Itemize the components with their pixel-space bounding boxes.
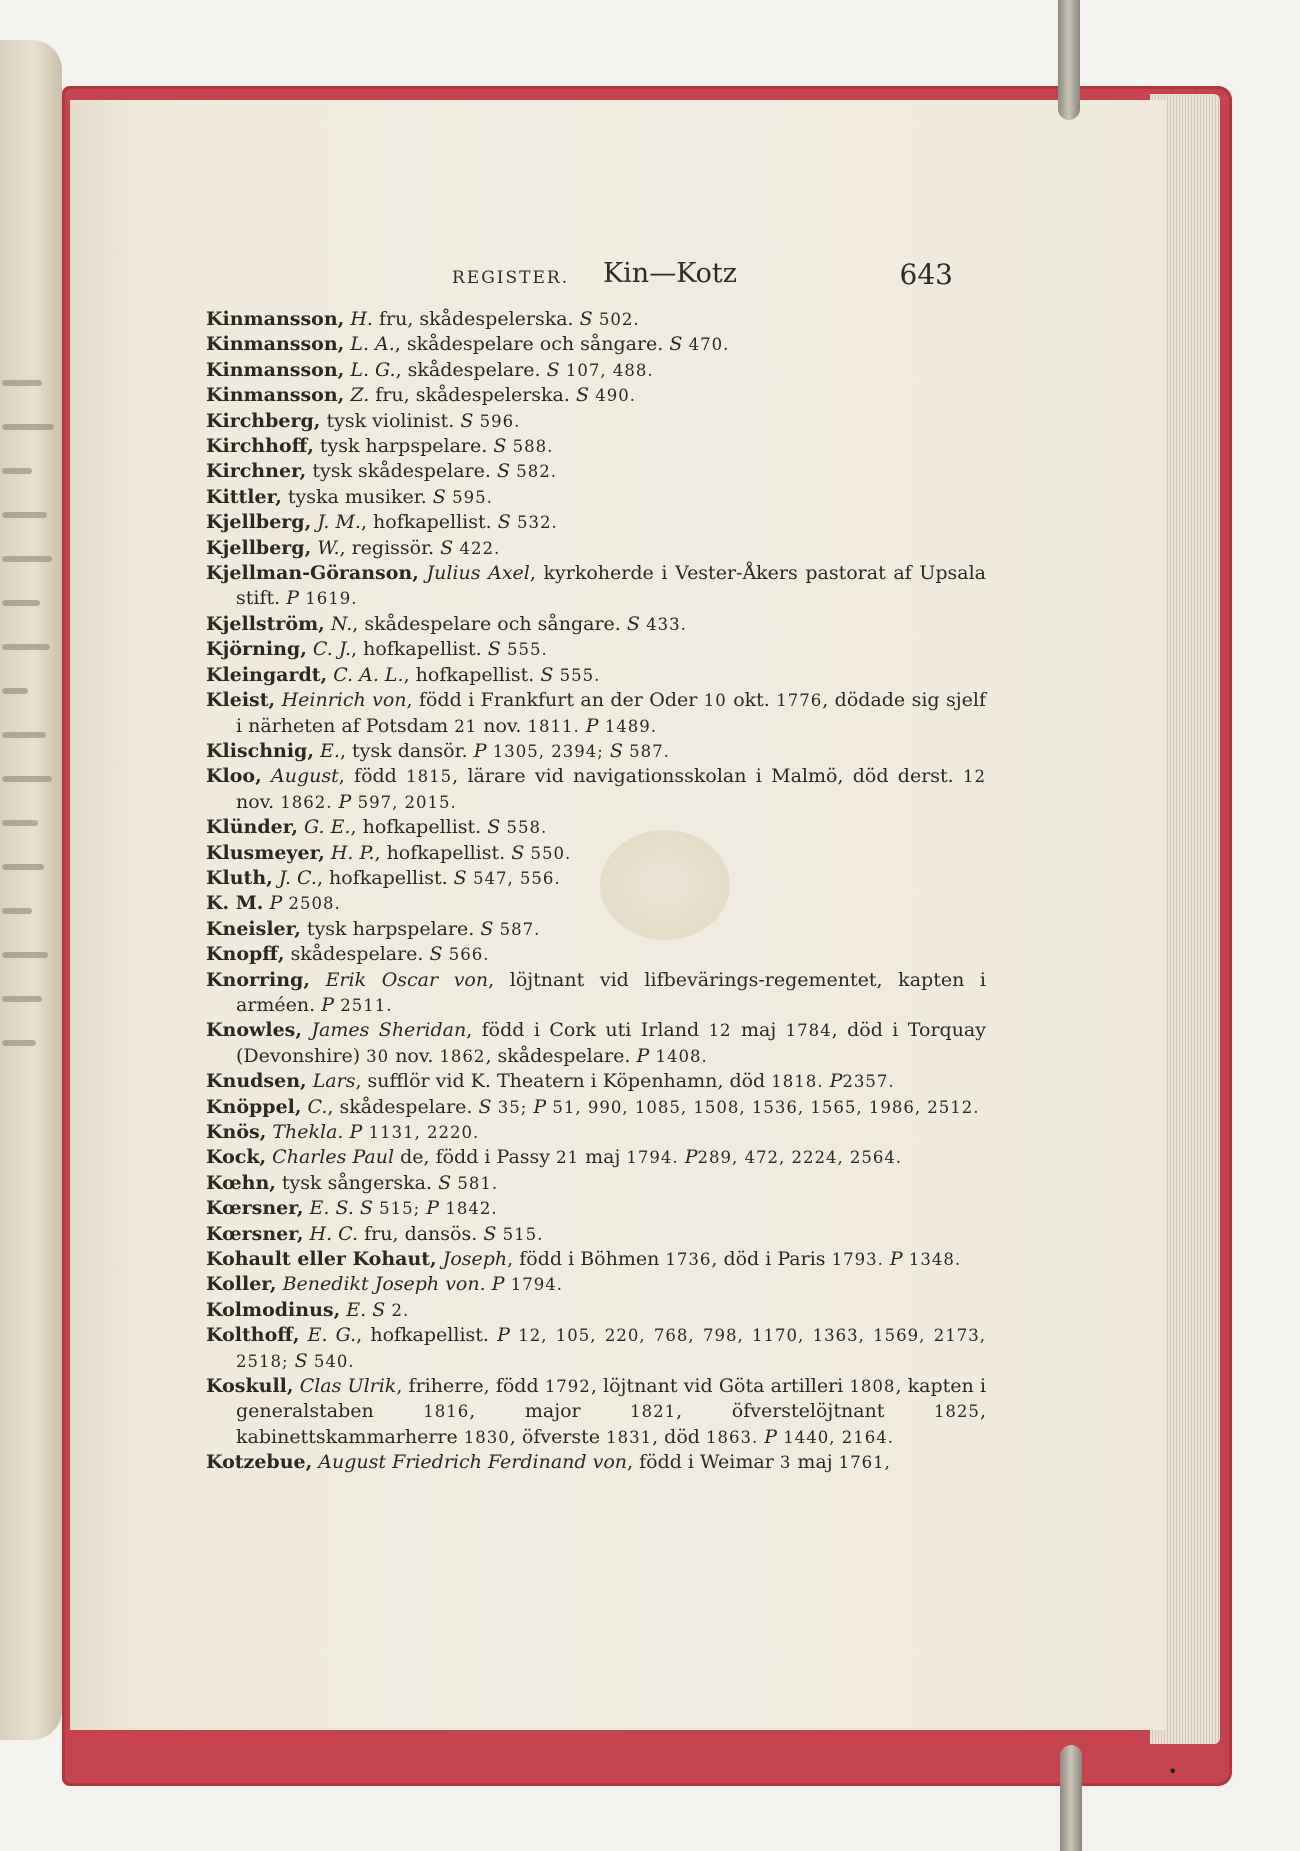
entry-italic: James Sheridan bbox=[311, 1019, 467, 1042]
entry-number: 422. bbox=[453, 538, 501, 558]
entry-text: okt. bbox=[726, 689, 777, 712]
register-entry bbox=[206, 1018, 986, 1069]
entry-number: 289, 472, 2224, 2564. bbox=[697, 1148, 903, 1168]
facing-page-text-fragments bbox=[2, 380, 60, 1500]
entry-number: 502. bbox=[592, 310, 640, 329]
entry-name: Kjörning, bbox=[206, 638, 307, 661]
entry-text: , löjtnant vid Göta artilleri bbox=[590, 1375, 850, 1398]
register-entry bbox=[206, 815, 986, 840]
entry-number: 2508. bbox=[282, 894, 341, 914]
entry-number: 550. bbox=[524, 843, 572, 863]
entry-number: 2511. bbox=[334, 995, 393, 1015]
register-entry bbox=[206, 968, 986, 1019]
entry-text: , löjtnant vid lifbevärings-regementet, kapten i arméen. bbox=[236, 968, 986, 1016]
entry-italic: E. G. bbox=[307, 1324, 357, 1347]
entry-number: 1811. bbox=[527, 716, 580, 736]
register-entry bbox=[206, 764, 986, 815]
entry-text: tyska musiker. bbox=[281, 485, 433, 508]
entry-number: 35; bbox=[491, 1097, 528, 1117]
entry-number: 1808 bbox=[849, 1377, 896, 1397]
entry-text: , hofkapellist. bbox=[403, 663, 541, 686]
entry-number: 515. bbox=[496, 1224, 544, 1244]
entry-name: Kittler, bbox=[206, 485, 282, 508]
entry-name: Knös, bbox=[206, 1121, 267, 1143]
entry-number: 3 bbox=[779, 1453, 792, 1473]
entry-number: 587. bbox=[622, 741, 670, 761]
entry-number: 1815 bbox=[406, 767, 453, 787]
corner-mark: • bbox=[1168, 1762, 1178, 1781]
entry-italic: S bbox=[460, 409, 474, 432]
entry-name: Kœhn, bbox=[206, 1171, 276, 1194]
entry-number: 12, 105, 220, 768, 798, 1170, 1363, 1569, 2173, 2518; bbox=[236, 1326, 986, 1371]
page-number: 643 bbox=[899, 258, 953, 291]
entry-italic: P bbox=[349, 1121, 363, 1143]
register-entry bbox=[206, 841, 986, 866]
entry-text: , född i Böhmen bbox=[507, 1248, 666, 1271]
entry-italic: S bbox=[372, 1298, 386, 1321]
entry-number: 1862. bbox=[280, 792, 333, 812]
entry-italic: Thekla. bbox=[272, 1121, 344, 1143]
entry-text: , född i Cork uti Irland bbox=[466, 1019, 709, 1042]
entry-number: 1348. bbox=[902, 1250, 962, 1270]
ribbon-marker-bottom bbox=[1060, 1745, 1082, 1851]
entry-number: 470. bbox=[682, 335, 730, 355]
register-entry bbox=[206, 1450, 986, 1475]
entry-name: Koskull, bbox=[206, 1375, 294, 1398]
entry-number: 566. bbox=[442, 945, 490, 965]
entry-italic: P bbox=[269, 892, 283, 915]
entry-italic: S bbox=[429, 943, 443, 966]
entry-number: 1825 bbox=[933, 1402, 980, 1422]
entry-italic: S bbox=[540, 663, 554, 686]
entry-text: , dödade sig sjelf i närheten af Potsdam bbox=[236, 689, 986, 737]
entry-italic: P bbox=[426, 1197, 440, 1220]
entry-italic: P bbox=[338, 790, 352, 813]
entry-text: , död i Torquay (Devonshire) bbox=[236, 1019, 986, 1067]
entry-number: 1131, 2220. bbox=[362, 1123, 480, 1142]
entry-italic: P bbox=[497, 1324, 510, 1347]
entry-text: , skådespelare och sångare. bbox=[352, 612, 627, 635]
entry-number: 558. bbox=[500, 818, 548, 838]
entry-number: 547, 556. bbox=[466, 868, 561, 888]
entry-name: Kinmansson, bbox=[206, 358, 345, 381]
entry-number: 1863. bbox=[705, 1427, 759, 1447]
entry-italic: P bbox=[764, 1425, 778, 1448]
entry-text bbox=[262, 765, 271, 787]
entry-text: , död bbox=[652, 1425, 706, 1448]
entry-italic: L. A. bbox=[350, 333, 395, 356]
register-entry bbox=[206, 1222, 986, 1247]
entry-italic: P bbox=[636, 1044, 650, 1067]
entry-name: Kœrsner, bbox=[206, 1197, 304, 1220]
register-entry bbox=[206, 307, 986, 332]
register-entry bbox=[206, 383, 986, 408]
entry-number: 1792 bbox=[544, 1377, 591, 1397]
entry-name: Kotzebue, bbox=[206, 1451, 313, 1474]
entry-text: , född i Frankfurt an der Oder bbox=[406, 689, 704, 712]
entry-italic: H. bbox=[350, 308, 373, 330]
entry-name: Kjellman-Göranson, bbox=[206, 562, 419, 585]
register-entry bbox=[206, 637, 986, 662]
entry-number: 1842. bbox=[439, 1199, 498, 1219]
entry-italic: Julius Axel bbox=[426, 562, 530, 585]
register-entry bbox=[206, 485, 986, 510]
entry-number: 1818. bbox=[771, 1072, 824, 1092]
entry-text: fru, skådespelerska. bbox=[372, 308, 580, 330]
entry-name: Kœrsner, bbox=[206, 1222, 304, 1245]
entry-italic: P bbox=[889, 1248, 903, 1271]
entry-text: tysk harpspelare. bbox=[300, 917, 481, 940]
entry-italic: S bbox=[480, 917, 494, 940]
entry-text: tysk skådespelare. bbox=[306, 460, 497, 483]
entry-number: 1776 bbox=[776, 691, 823, 711]
entry-italic: S bbox=[669, 333, 683, 356]
entry-name: Knudsen, bbox=[206, 1070, 307, 1093]
entry-italic: P bbox=[473, 739, 487, 762]
register-entry bbox=[206, 434, 986, 459]
entry-italic: August bbox=[270, 765, 339, 788]
entry-number: 532. bbox=[510, 513, 558, 533]
entry-text: , lärare vid navigationsskolan i Malmö, död derst. bbox=[452, 765, 963, 788]
entry-number: 588. bbox=[506, 437, 554, 457]
entry-name: Koller, bbox=[206, 1273, 277, 1296]
entry-italic: S bbox=[626, 612, 640, 635]
entry-italic: S bbox=[440, 536, 454, 559]
register-entry bbox=[206, 1247, 986, 1272]
entry-name: Kolthoff, bbox=[206, 1324, 300, 1347]
entry-name: Kolmodinus, bbox=[206, 1298, 341, 1321]
entry-text: maj bbox=[791, 1451, 839, 1474]
entry-name: Klünder, bbox=[206, 816, 298, 839]
entry-number: 1408. bbox=[649, 1046, 708, 1066]
entry-range: Kin—Kotz bbox=[603, 258, 737, 289]
register-entry bbox=[206, 1095, 986, 1120]
entry-number: 30 bbox=[366, 1046, 390, 1066]
register-entry bbox=[206, 1145, 986, 1170]
entry-name: Klischnig, bbox=[206, 739, 314, 762]
entry-number: 1862 bbox=[439, 1046, 486, 1066]
entry-number: 1489. bbox=[598, 716, 658, 736]
entry-italic: S bbox=[487, 816, 501, 839]
register-entry bbox=[206, 1272, 986, 1297]
entry-number: 581. bbox=[451, 1173, 499, 1193]
entry-number: 555. bbox=[553, 665, 601, 685]
entry-name: Kluth, bbox=[206, 866, 273, 889]
entry-italic: S bbox=[294, 1349, 308, 1372]
entry-number: 1736 bbox=[665, 1250, 712, 1270]
entry-name: Kirchberg, bbox=[206, 409, 321, 432]
entry-text: nov. bbox=[236, 790, 281, 813]
entry-number: 490. bbox=[588, 386, 636, 406]
register-entry bbox=[206, 739, 986, 764]
entry-name: Kloo, bbox=[206, 765, 262, 788]
register-entry bbox=[206, 409, 986, 434]
entry-name: Klusmeyer, bbox=[206, 841, 325, 864]
entry-name: Knopff, bbox=[206, 943, 285, 966]
entry-italic: S bbox=[579, 308, 593, 330]
entry-text: tysk harpspelare. bbox=[313, 435, 494, 458]
register-entry bbox=[206, 917, 986, 942]
entry-italic: S bbox=[483, 1222, 497, 1245]
entry-text: maj bbox=[731, 1019, 786, 1042]
entry-text: , hofkapellist. bbox=[360, 511, 498, 534]
entry-name: Knorring, bbox=[206, 968, 310, 991]
entry-text: maj bbox=[579, 1146, 627, 1169]
entry-name: K. M. bbox=[206, 892, 264, 915]
entry-text: , hofkapellist. bbox=[374, 841, 512, 864]
entry-number: 582. bbox=[510, 462, 557, 482]
entry-italic: S bbox=[575, 384, 589, 407]
register-entry bbox=[206, 459, 986, 484]
facing-page-edge bbox=[0, 40, 62, 1740]
entry-italic: S bbox=[432, 485, 446, 508]
register-entry bbox=[206, 688, 986, 739]
entry-italic: P bbox=[533, 1095, 547, 1118]
entry-name: Kneisler, bbox=[206, 917, 301, 940]
entry-italic: S bbox=[453, 866, 467, 889]
entry-italic: P bbox=[829, 1070, 843, 1093]
entry-italic: S bbox=[609, 739, 623, 762]
entry-number: 1821 bbox=[630, 1402, 677, 1422]
entry-italic: S bbox=[487, 638, 501, 661]
entry-text: , skådespelare. bbox=[395, 358, 547, 381]
entry-name: Kinmansson, bbox=[206, 333, 345, 356]
entry-text: , hofkapellist. bbox=[350, 816, 488, 839]
entry-italic: S bbox=[438, 1171, 452, 1194]
entry-text: , öfverstelöjtnant bbox=[676, 1400, 934, 1423]
entry-italic: W. bbox=[317, 536, 340, 559]
entry-text: , kyrkoherde i Vester-Åkers pastorat af Upsala stift. bbox=[236, 562, 986, 610]
entry-italic: J. C. bbox=[278, 866, 317, 889]
running-head bbox=[427, 258, 967, 298]
entry-number: 12 bbox=[963, 767, 986, 787]
register-entry bbox=[206, 612, 986, 637]
entry-number: 1793. bbox=[831, 1250, 884, 1270]
entry-number: 2357. bbox=[842, 1072, 895, 1092]
entry-italic: Benedikt Joseph von. bbox=[282, 1273, 486, 1296]
entry-text bbox=[302, 1019, 311, 1041]
register-entry bbox=[206, 1374, 986, 1450]
register-entry bbox=[206, 510, 986, 535]
register-entry bbox=[206, 561, 986, 612]
entry-text: nov. bbox=[389, 1044, 440, 1067]
entry-text: tysk violinist. bbox=[320, 409, 461, 432]
entry-italic: G. E. bbox=[304, 816, 351, 839]
entry-italic: S bbox=[493, 435, 507, 458]
entry-name: Knowles, bbox=[206, 1019, 302, 1042]
entry-italic: E. S. bbox=[309, 1197, 354, 1220]
entry-name: Kirchhoff, bbox=[206, 435, 314, 458]
section-label: REGISTER. bbox=[452, 268, 570, 288]
entry-number: 540. bbox=[307, 1351, 355, 1371]
entry-text: , hofkapellist. bbox=[356, 1324, 498, 1347]
entry-italic: Lars bbox=[312, 1070, 356, 1093]
entry-italic: Joseph bbox=[442, 1248, 508, 1271]
register-entry bbox=[206, 1171, 986, 1196]
entry-italic: August Friedrich Ferdinand von bbox=[318, 1451, 628, 1474]
register-entry bbox=[206, 1196, 986, 1221]
entry-italic: S bbox=[497, 511, 511, 534]
register-entries bbox=[206, 307, 986, 1476]
register-entry bbox=[206, 1069, 986, 1094]
entry-number: 587. bbox=[493, 919, 541, 939]
entry-number: 597, 2015. bbox=[351, 792, 457, 812]
entry-text: , regissör. bbox=[339, 536, 441, 559]
entry-italic: L. G. bbox=[350, 358, 396, 381]
entry-number: 1619. bbox=[299, 589, 358, 609]
entry-number: 1831 bbox=[606, 1427, 653, 1447]
entry-text: tysk sångerska. bbox=[275, 1171, 439, 1194]
entry-italic: S bbox=[511, 841, 525, 864]
entry-text: skådespelare. bbox=[284, 943, 430, 966]
entry-name: Kjellström, bbox=[206, 612, 325, 635]
register-entry bbox=[206, 663, 986, 688]
entry-italic: N. bbox=[330, 612, 353, 635]
register-entry bbox=[206, 891, 986, 916]
entry-italic: C. J. bbox=[312, 638, 351, 661]
entry-italic: P bbox=[286, 587, 300, 610]
entry-italic: H. C. bbox=[309, 1222, 359, 1245]
register-entry bbox=[206, 1323, 986, 1374]
entry-number: 433. bbox=[639, 614, 687, 634]
entry-text: , tysk dansör. bbox=[339, 739, 474, 762]
register-entry bbox=[206, 1298, 986, 1323]
entry-italic: S bbox=[496, 460, 510, 483]
ribbon-marker-top bbox=[1058, 0, 1080, 120]
entry-italic: Heinrich von bbox=[281, 689, 407, 712]
entry-number: 515; bbox=[372, 1199, 421, 1219]
entry-name: Kjellberg, bbox=[206, 536, 312, 559]
entry-text: , kapten i generalstaben bbox=[236, 1375, 987, 1423]
entry-italic: E. bbox=[320, 739, 340, 762]
register-entry bbox=[206, 942, 986, 967]
entry-text: , kabinettskammarherre bbox=[236, 1400, 986, 1448]
entry-name: Knöppel, bbox=[206, 1095, 302, 1118]
entry-number: 10 bbox=[703, 691, 727, 711]
entry-text bbox=[310, 969, 326, 991]
entry-number: 1440, 2164. bbox=[777, 1427, 895, 1447]
entry-name: Kleist, bbox=[206, 689, 276, 712]
entry-italic: P bbox=[684, 1146, 698, 1169]
entry-number: 21 bbox=[454, 716, 478, 736]
entry-text bbox=[299, 1324, 307, 1346]
entry-italic: P bbox=[491, 1273, 505, 1296]
register-entry bbox=[206, 1120, 986, 1145]
entry-number: 1761, bbox=[838, 1453, 891, 1473]
entry-name: Kjellberg, bbox=[206, 511, 312, 534]
entry-text: , sufflör vid K. Theatern i Köpenhamn, död bbox=[355, 1070, 772, 1093]
entry-number: 21 bbox=[556, 1148, 580, 1168]
entry-name: Kohault eller Kohaut, bbox=[206, 1248, 437, 1271]
entry-name: Kleingardt, bbox=[206, 663, 328, 686]
entry-italic: C. A. L. bbox=[333, 663, 404, 686]
entry-italic: Z. bbox=[350, 384, 370, 407]
entry-number: 1816 bbox=[423, 1402, 470, 1422]
entry-text: , född i Weimar bbox=[627, 1451, 780, 1474]
entry-italic: S bbox=[359, 1197, 373, 1220]
entry-italic: Charles Paul bbox=[272, 1146, 395, 1169]
entry-number: 107, 488. bbox=[559, 360, 654, 380]
entry-text: , skådespelare och sångare. bbox=[394, 333, 670, 356]
entry-italic: C. bbox=[307, 1095, 328, 1118]
entry-number: 1830 bbox=[463, 1427, 510, 1447]
entry-text: , född bbox=[338, 765, 407, 788]
entry-text: , friherre, född bbox=[396, 1375, 545, 1398]
entry-number: 12 bbox=[708, 1021, 732, 1041]
entry-name: Kock, bbox=[206, 1146, 267, 1169]
entry-italic: P bbox=[321, 993, 335, 1016]
entry-number: 1305, 2394; bbox=[486, 741, 604, 761]
entry-text: , öfverste bbox=[509, 1425, 607, 1448]
entry-text: , skådespelare. bbox=[327, 1095, 479, 1118]
entry-name: Kinmansson, bbox=[206, 308, 345, 330]
register-entry bbox=[206, 536, 986, 561]
entry-number: 51, 990, 1085, 1508, 1536, 1565, 1986, 2512. bbox=[546, 1097, 980, 1117]
entry-italic: E. bbox=[346, 1298, 367, 1321]
entry-italic: J. M. bbox=[317, 511, 361, 534]
entry-italic: S bbox=[478, 1095, 492, 1118]
entry-text: nov. bbox=[477, 714, 528, 737]
entry-number: 595. bbox=[445, 487, 493, 507]
entry-text: , hofkapellist. bbox=[316, 866, 454, 889]
entry-name: Kirchner, bbox=[206, 460, 307, 483]
entry-italic: S bbox=[546, 358, 560, 381]
register-entry bbox=[206, 332, 986, 357]
entry-text: , död i Paris bbox=[711, 1248, 832, 1271]
entry-name: Kinmansson, bbox=[206, 384, 345, 407]
entry-text: de, född i Passy bbox=[394, 1146, 557, 1169]
entry-italic: Clas Ulrik bbox=[299, 1375, 397, 1398]
entry-italic: H. P. bbox=[330, 841, 375, 864]
entry-italic: P bbox=[585, 714, 599, 737]
entry-text: , major bbox=[469, 1400, 631, 1423]
entry-number: 596. bbox=[473, 411, 521, 431]
entry-text: fru, dansös. bbox=[358, 1222, 484, 1245]
entry-number: 1784 bbox=[785, 1021, 832, 1041]
entry-number: 1794. bbox=[504, 1275, 563, 1295]
register-entry bbox=[206, 866, 986, 891]
entry-text: fru, skådespelerska. bbox=[369, 384, 576, 407]
entry-number: 2. bbox=[385, 1300, 410, 1320]
entry-number: 555. bbox=[500, 640, 548, 660]
entry-number: 1794. bbox=[626, 1148, 679, 1168]
register-entry bbox=[206, 358, 986, 383]
entry-italic: Erik Oscar von bbox=[325, 968, 489, 991]
entry-text: , hofkapellist. bbox=[351, 638, 488, 661]
entry-text: , skådespelare. bbox=[485, 1044, 637, 1067]
